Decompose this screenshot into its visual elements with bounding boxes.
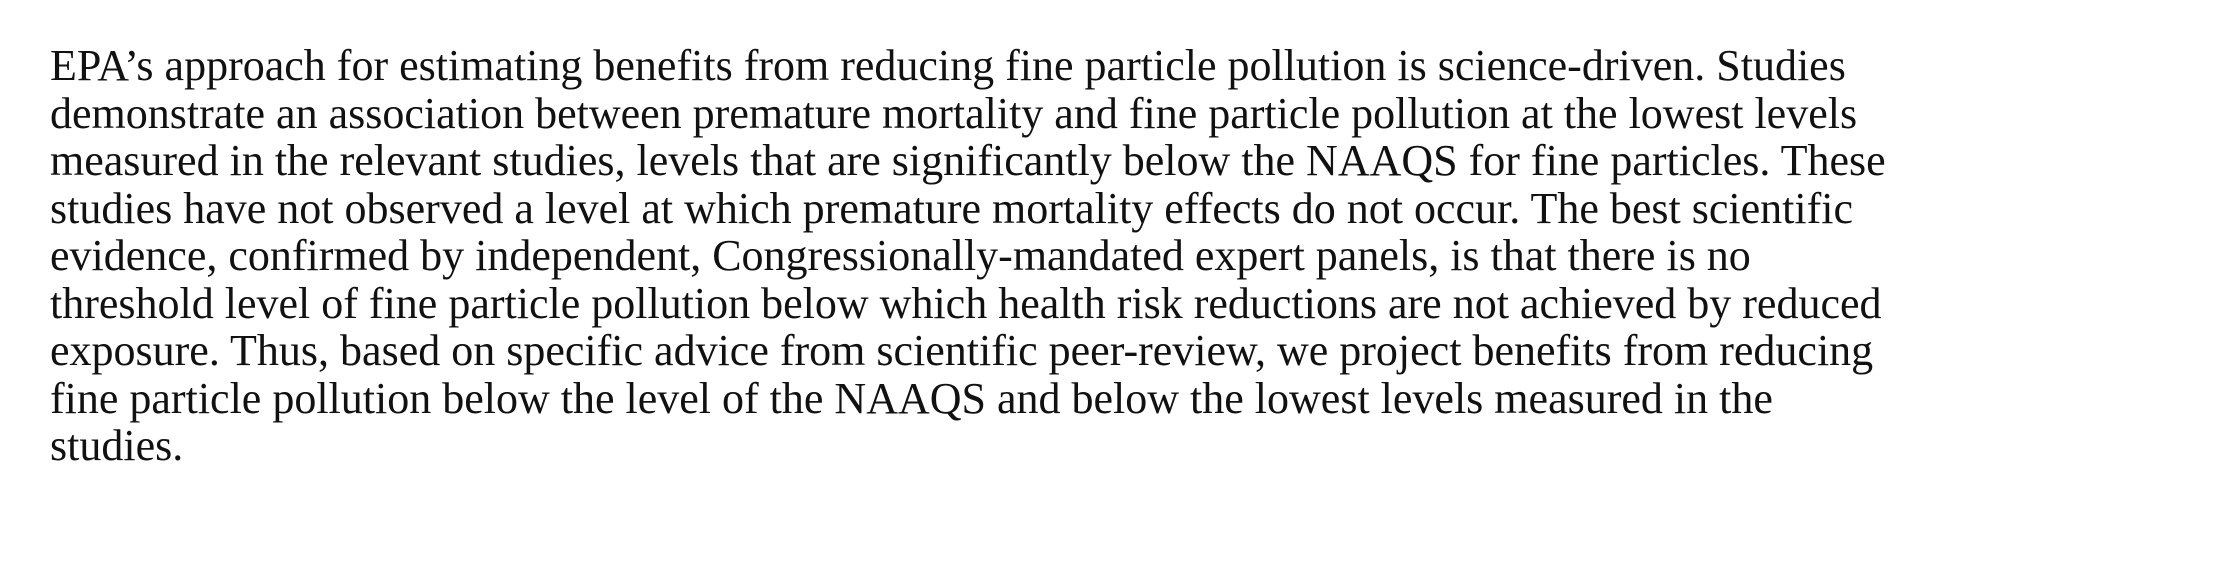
body-paragraph	[50, 42, 2190, 470]
paragraph-line: demonstrate an association between premature mortality and fine particle pollution at the lowest levels	[50, 88, 1858, 138]
paragraph-line: fine particle pollution below the level of the NAAQS and below the lowest levels measured in the	[50, 373, 1773, 423]
paragraph-line: measured in the relevant studies, levels that are significantly below the NAAQS for fine particles. These	[50, 136, 1886, 185]
paragraph-line: exposure. Thus, based on specific advice from scientific peer-review, we project benefits from reducing	[50, 326, 1874, 375]
paragraph-line: studies.	[50, 421, 184, 470]
paragraph-line: evidence, confirmed by independent, Congressionally-mandated expert panels, is that there is no	[50, 231, 1751, 280]
paragraph-line: studies have not observed a level at which premature mortality effects do not occur. The best scientific	[50, 183, 1854, 233]
paragraph-line: threshold level of fine particle pollution below which health risk reductions are not achieved by reduced	[50, 278, 1882, 328]
paragraph-line: EPA’s approach for estimating benefits from reducing fine particle pollution is science-driven. Studies	[50, 41, 1846, 90]
